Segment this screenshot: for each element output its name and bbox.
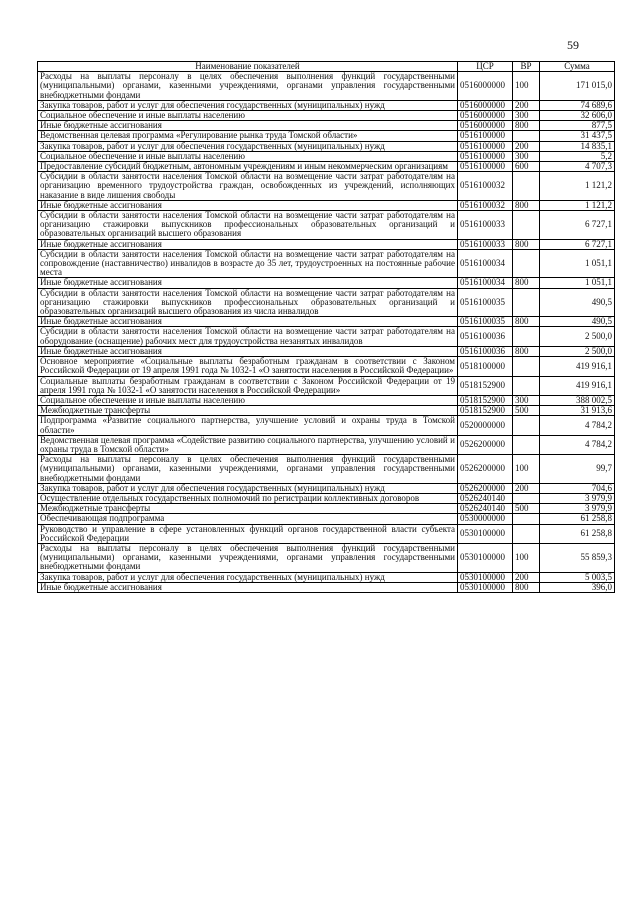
cell-name: Иные бюджетные ассигнования (38, 121, 458, 131)
cell-sum: 419 916,1 (540, 376, 615, 395)
cell-sum: 3 979,9 (540, 504, 615, 514)
cell-name: Иные бюджетные ассигнования (38, 582, 458, 592)
table-row (38, 162, 615, 172)
cell-vr: 200 (513, 483, 540, 493)
cell-sum: 4 784,2 (540, 435, 615, 454)
cell-csr: 0526240140 (458, 504, 513, 514)
cell-vr: 300 (513, 395, 540, 405)
cell-name: Расходы на выплаты персоналу в целях обеспечения выполнения функций государственными (муниципальными) органами, казенными учреждениями, органами управления государственными внебюджетными фондами (38, 72, 458, 101)
cell-vr (513, 172, 540, 201)
cell-csr: 0530000000 (458, 514, 513, 524)
cell-vr (513, 435, 540, 454)
table-row (38, 239, 615, 249)
table-row (38, 151, 615, 161)
cell-name: Иные бюджетные ассигнования (38, 346, 458, 356)
cell-sum: 419 916,1 (540, 357, 615, 376)
cell-csr: 0518152900 (458, 395, 513, 405)
cell-sum: 4 784,2 (540, 416, 615, 435)
table-row (38, 249, 615, 278)
cell-csr: 0526200000 (458, 455, 513, 484)
cell-sum: 5 003,5 (540, 572, 615, 582)
table-row (38, 288, 615, 317)
table-row (38, 455, 615, 484)
table-row (38, 514, 615, 524)
cell-vr (513, 514, 540, 524)
cell-csr: 0516100000 (458, 151, 513, 161)
table-row (38, 121, 615, 131)
cell-vr (513, 131, 540, 141)
cell-name: Иные бюджетные ассигнования (38, 278, 458, 288)
cell-sum: 1 051,1 (540, 249, 615, 278)
cell-csr: 0526240140 (458, 493, 513, 503)
cell-sum: 5,2 (540, 151, 615, 161)
budget-table (37, 61, 615, 593)
cell-vr: 300 (513, 151, 540, 161)
cell-vr (513, 416, 540, 435)
cell-name: Расходы на выплаты персоналу в целях обеспечения выполнения функций государственными (муниципальными) органами, казенными учреждениями, органами управления государственными внебюджетными фондами (38, 543, 458, 572)
table-row (38, 376, 615, 395)
table-row (38, 416, 615, 435)
cell-sum: 490,5 (540, 288, 615, 317)
cell-sum: 704,6 (540, 483, 615, 493)
cell-vr: 200 (513, 141, 540, 151)
header-csr: ЦСР (458, 62, 513, 72)
cell-name: Закупка товаров, работ и услуг для обеспечения государственных (муниципальных) нужд (38, 100, 458, 110)
cell-csr: 0516100000 (458, 141, 513, 151)
cell-name: Основное мероприятие «Социальные выплаты безработным гражданам в соответствии с Законом Российской Федерации от 19 апреля 1991 года № 1032-1 «О занятости населения в Российской Федерации» (38, 357, 458, 376)
cell-sum: 3 979,9 (540, 493, 615, 503)
cell-csr: 0530100000 (458, 582, 513, 592)
table-row (38, 278, 615, 288)
cell-name: Субсидии в области занятости населения Томской области на возмещение части затрат работодателям на организацию стажировки выпускников профессиональных образовательных организаций и образовательных организаций высшего образования (38, 211, 458, 240)
cell-name: Социальное обеспечение и иные выплаты населению (38, 395, 458, 405)
cell-csr: 0516100036 (458, 346, 513, 356)
cell-sum: 14 835,1 (540, 141, 615, 151)
cell-vr: 100 (513, 455, 540, 484)
cell-csr: 0516000000 (458, 100, 513, 110)
cell-sum: 2 500,0 (540, 327, 615, 346)
cell-name: Закупка товаров, работ и услуг для обеспечения государственных (муниципальных) нужд (38, 483, 458, 493)
cell-name: Иные бюджетные ассигнования (38, 239, 458, 249)
table-row (38, 141, 615, 151)
cell-name: Иные бюджетные ассигнования (38, 317, 458, 327)
cell-csr: 0518100000 (458, 357, 513, 376)
table-row (38, 357, 615, 376)
cell-vr: 800 (513, 582, 540, 592)
cell-name: Расходы на выплаты персоналу в целях обеспечения выполнения функций государственными (муниципальными) органами, казенными учреждениями, органами управления государственными внебюджетными фондами (38, 455, 458, 484)
cell-vr: 200 (513, 572, 540, 582)
cell-sum: 171 015,0 (540, 72, 615, 101)
table-row (38, 346, 615, 356)
cell-sum: 877,5 (540, 121, 615, 131)
cell-vr: 100 (513, 543, 540, 572)
cell-sum: 99,7 (540, 455, 615, 484)
cell-vr: 800 (513, 317, 540, 327)
cell-csr: 0516100032 (458, 200, 513, 210)
cell-csr: 0516100000 (458, 162, 513, 172)
cell-vr (513, 211, 540, 240)
table-row (38, 406, 615, 416)
cell-name: Субсидии в области занятости населения Томской области на возмещение части затрат работодателям на оборудование (оснащение) рабочих мест для трудоустройства незанятых инвалидов (38, 327, 458, 346)
table-row (38, 172, 615, 201)
table-row (38, 100, 615, 110)
table-row (38, 317, 615, 327)
cell-vr: 800 (513, 239, 540, 249)
cell-sum: 6 727,1 (540, 239, 615, 249)
cell-csr: 0516100036 (458, 327, 513, 346)
cell-sum: 4 707,3 (540, 162, 615, 172)
cell-name: Субсидии в области занятости населения Томской области на возмещение части затрат работодателям на организацию стажировки выпускников профессиональных образовательных организаций и образовательных организаций высшего образования из числа инвалидов (38, 288, 458, 317)
table-row (38, 111, 615, 121)
cell-csr: 0530100000 (458, 543, 513, 572)
table-row (38, 211, 615, 240)
cell-name: Субсидии в области занятости населения Томской области на возмещение части затрат работодателям на сопровождение (наставничество) инвалидов в возрасте до 35 лет, трудоустроенных на постоянные рабочие места (38, 249, 458, 278)
cell-vr (513, 524, 540, 543)
cell-csr: 0520000000 (458, 416, 513, 435)
cell-vr: 200 (513, 100, 540, 110)
table-row (38, 483, 615, 493)
cell-sum: 1 121,2 (540, 200, 615, 210)
table-row (38, 131, 615, 141)
cell-sum: 31 913,6 (540, 406, 615, 416)
header-row (38, 62, 615, 72)
cell-name: Ведомственная целевая программа «Регулирование рынка труда Томской области» (38, 131, 458, 141)
table-row (38, 435, 615, 454)
cell-name: Межбюджетные трансферты (38, 504, 458, 514)
table-row (38, 395, 615, 405)
cell-name: Закупка товаров, работ и услуг для обеспечения государственных (муниципальных) нужд (38, 141, 458, 151)
table-row (38, 200, 615, 210)
cell-csr: 0518152900 (458, 406, 513, 416)
cell-name: Субсидии в области занятости населения Томской области на возмещение части затрат работодателям на организацию временного трудоустройства граждан, освобожденных из учреждений, исполняющих наказание в виде лишения свободы (38, 172, 458, 201)
header-name: Наименование показателей (38, 62, 458, 72)
table-row (38, 493, 615, 503)
cell-sum: 2 500,0 (540, 346, 615, 356)
cell-vr: 800 (513, 278, 540, 288)
table-row (38, 72, 615, 101)
cell-vr (513, 357, 540, 376)
cell-name: Закупка товаров, работ и услуг для обеспечения государственных (муниципальных) нужд (38, 572, 458, 582)
cell-csr: 0516000000 (458, 111, 513, 121)
cell-vr: 300 (513, 111, 540, 121)
cell-csr: 0516100034 (458, 249, 513, 278)
cell-csr: 0516100035 (458, 288, 513, 317)
cell-csr: 0516100035 (458, 317, 513, 327)
table-header (38, 62, 615, 72)
cell-name: Социальное обеспечение и иные выплаты населению (38, 151, 458, 161)
cell-sum: 32 606,0 (540, 111, 615, 121)
cell-sum: 490,5 (540, 317, 615, 327)
cell-name: Обеспечивающая подпрограмма (38, 514, 458, 524)
cell-sum: 61 258,8 (540, 514, 615, 524)
cell-csr: 0516100034 (458, 278, 513, 288)
cell-csr: 0526200000 (458, 435, 513, 454)
cell-sum: 74 689,6 (540, 100, 615, 110)
cell-vr (513, 376, 540, 395)
page-number: 59 (567, 38, 579, 52)
cell-name: Ведомственная целевая программа «Содействие развитию социального партнерства, улучшению условий и охраны труда в Томской области» (38, 435, 458, 454)
cell-csr: 0516100032 (458, 172, 513, 201)
table-row (38, 524, 615, 543)
table-row (38, 543, 615, 572)
header-vr: ВР (513, 62, 540, 72)
cell-sum: 388 002,5 (540, 395, 615, 405)
cell-name: Социальное обеспечение и иные выплаты населению (38, 111, 458, 121)
cell-name: Межбюджетные трансферты (38, 406, 458, 416)
cell-vr: 500 (513, 504, 540, 514)
table-row (38, 504, 615, 514)
cell-csr: 0530100000 (458, 524, 513, 543)
cell-name: Осуществление отдельных государственных полномочий по регистрации коллективных договоров (38, 493, 458, 503)
cell-csr: 0518152900 (458, 376, 513, 395)
table-row (38, 582, 615, 592)
cell-vr: 800 (513, 346, 540, 356)
cell-name: Социальные выплаты безработным гражданам в соответствии с Законом Российской Федерации от 19 апреля 1991 года № 1032-1 «О занятости населения в Российской Федерации» (38, 376, 458, 395)
cell-sum: 1 121,2 (540, 172, 615, 201)
cell-csr: 0526200000 (458, 483, 513, 493)
cell-csr: 0516000000 (458, 72, 513, 101)
table-row (38, 572, 615, 582)
cell-name: Иные бюджетные ассигнования (38, 200, 458, 210)
cell-vr (513, 249, 540, 278)
cell-sum: 1 051,1 (540, 278, 615, 288)
cell-vr (513, 288, 540, 317)
cell-vr: 800 (513, 121, 540, 131)
cell-sum: 31 437,5 (540, 131, 615, 141)
cell-csr: 0516100033 (458, 211, 513, 240)
cell-vr (513, 327, 540, 346)
cell-csr: 0516000000 (458, 121, 513, 131)
cell-csr: 0530100000 (458, 572, 513, 582)
cell-csr: 0516100000 (458, 131, 513, 141)
cell-vr: 600 (513, 162, 540, 172)
cell-vr: 800 (513, 200, 540, 210)
table-body (38, 72, 615, 593)
cell-vr: 100 (513, 72, 540, 101)
cell-vr: 500 (513, 406, 540, 416)
table-row (38, 327, 615, 346)
cell-name: Руководство и управление в сфере установленных функций органов государственной власти субъекта Российской Федерации (38, 524, 458, 543)
cell-sum: 396,0 (540, 582, 615, 592)
cell-sum: 61 258,8 (540, 524, 615, 543)
cell-sum: 55 859,3 (540, 543, 615, 572)
cell-sum: 6 727,1 (540, 211, 615, 240)
cell-vr (513, 493, 540, 503)
header-sum: Сумма (540, 62, 615, 72)
cell-csr: 0516100033 (458, 239, 513, 249)
cell-name: Подпрограмма «Развитие социального партнерства, улучшение условий и охраны труда в Томской области» (38, 416, 458, 435)
cell-name: Предоставление субсидий бюджетным, автономным учреждениям и иным некоммерческим организациям (38, 162, 458, 172)
